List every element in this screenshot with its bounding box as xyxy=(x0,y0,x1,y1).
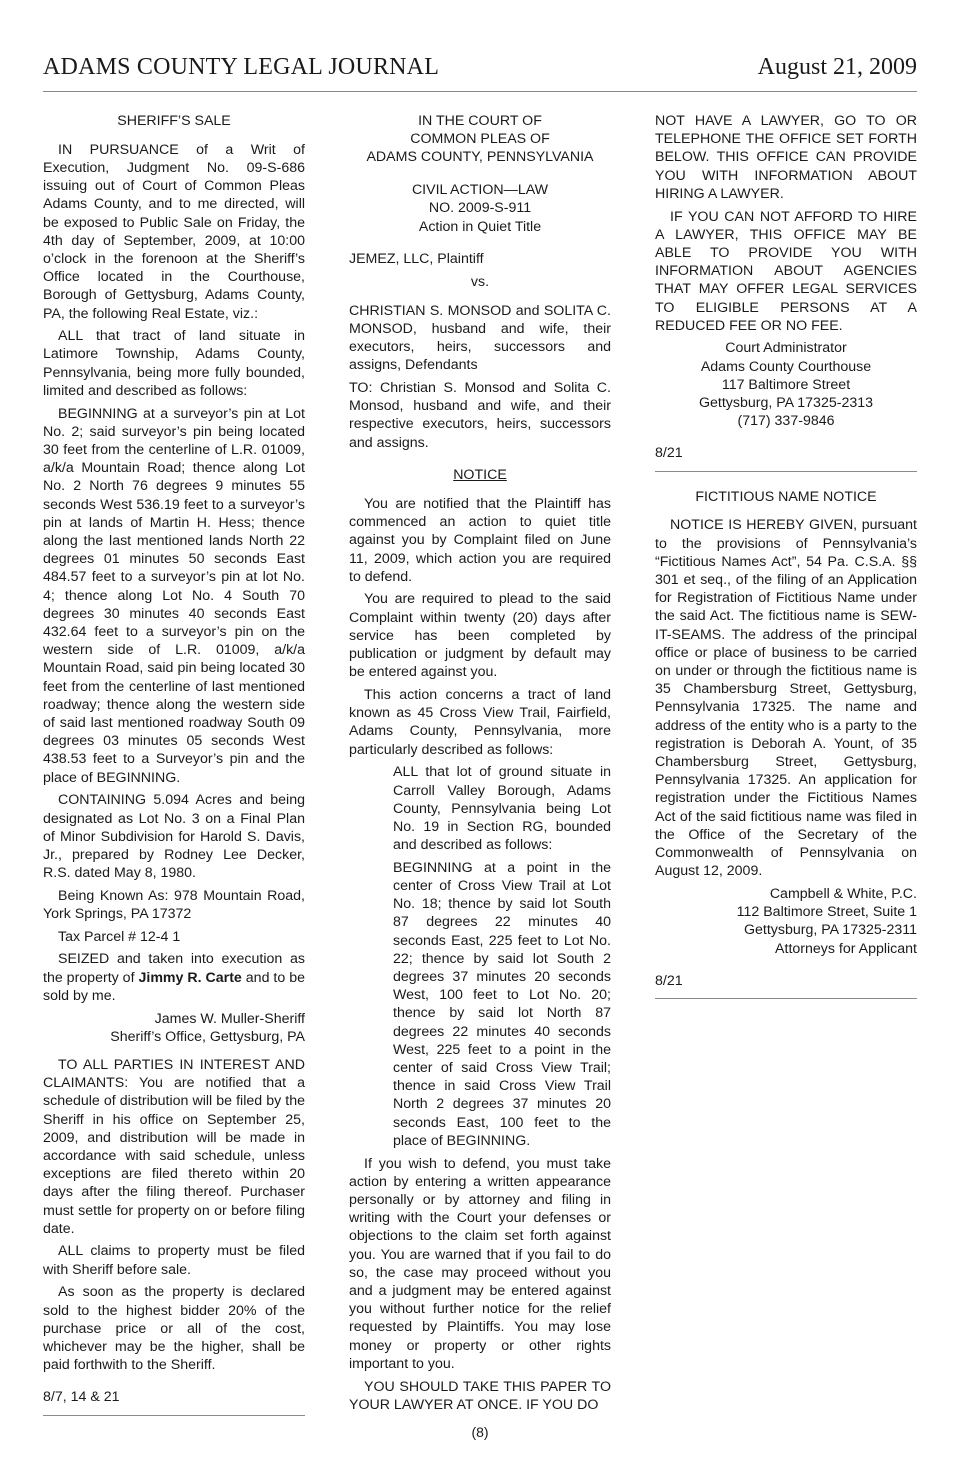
address-line: Gettysburg, PA 17325-2313 xyxy=(698,395,874,412)
sheriff-signature: James W. Muller-Sheriff xyxy=(154,1010,305,1027)
firm-line: Gettysburg, PA 17325-2311 xyxy=(744,922,917,939)
journal-title: ADAMS COUNTY LEGAL JOURNAL xyxy=(43,54,440,80)
phone-number: (717) 337-9846 xyxy=(737,413,835,430)
paragraph: ALL that tract of land situate in Latimore Township, Adams County, Pennsylvania, being more fully bounded, limited and described as follows: xyxy=(43,328,305,399)
column-court-notice xyxy=(349,112,611,1418)
column-sheriffs-sale xyxy=(43,112,305,1432)
defendant-name: Jimmy R. Carte xyxy=(138,969,242,986)
court-caption-line: COMMON PLEAS OF xyxy=(410,131,550,148)
section-divider xyxy=(655,998,917,999)
seizure-text: SEIZED and taken into execution as the property of xyxy=(43,951,305,986)
defendants: CHRISTIAN S. MONSOD and SOLITA C. MONSOD, husband and wife, their executors, heirs, successors and assigns, Defendants xyxy=(349,302,611,374)
paragraph: TO ALL PARTIES IN INTEREST AND CLAIMANTS: You are notified that a schedule of distribution will be filed by the Sheriff in his office on September 25, 2009, and distribution will be made in accordance with said schedule, unless exceptions are filed thereto within 20 days after the filing thereof. Purchaser must settle for property on or before filing date. xyxy=(43,1056,305,1237)
action-type: Action in Quiet Title xyxy=(418,218,542,235)
paragraph: If you wish to defend, you must take action by entering a written appearance personally or by attorney and filing in writing with the Court your defenses or objections to the claim set forth against you. You are warned that if you fail to do so, the case may proceed without you and a judgment may be entered against you without further notice for the relief requested by Plaintiffs. You may lose money or property or other rights important to you. xyxy=(349,1155,611,1372)
firm-line: 112 Baltimore Street, Suite 1 xyxy=(736,904,917,921)
plaintiff: JEMEZ, LLC, Plaintiff xyxy=(349,251,484,268)
paragraph: You are required to plead to the said Complaint within twenty (20) days after service has been completed by publication or judgment by default may be entered against you. xyxy=(349,591,611,681)
publication-date: 8/21 xyxy=(655,972,683,989)
sheriffs-sale-title: SHERIFF’S SALE xyxy=(117,113,231,129)
fictitious-name-title: FICTITIOUS NAME NOTICE xyxy=(695,488,877,505)
sheriff-office: Sheriff’s Office, Gettysburg, PA xyxy=(110,1028,305,1045)
paragraph: CONTAINING 5.094 Acres and being designated as Lot No. 3 on a Final Plan of Minor Subdivision for Harold S. Davis, Jr., prepared by Rodney Lee Decker, R.S. dated May 8, 1980. xyxy=(43,792,305,882)
issue-date: August 21, 2009 xyxy=(757,54,917,80)
paragraph: IN PURSUANCE of a Writ of Execution, Judgment No. 09-S-686 issuing out of Court of Common Pleas Adams County, and to me directed, will be exposed to Public Sale on Friday, the 4th day of September, 2009, at 10:00 o’clock in the forenoon at the Sheriff’s Office located in the Courthouse, Borough of Gettysburg, Adams County, PA, the following Real Estate, viz.: xyxy=(43,141,305,322)
section-divider xyxy=(655,471,917,472)
versus: vs. xyxy=(470,273,490,290)
case-number: NO. 2009-S-911 xyxy=(428,200,532,217)
paragraph xyxy=(43,950,305,1005)
address-line: 117 Baltimore Street xyxy=(721,376,851,393)
paragraph: This action concerns a tract of land known as 45 Cross View Trail, Fairfield, Adams County, Pennsylvania, more particularly described as follows: xyxy=(349,686,611,758)
paragraph: Being Known As: 978 Mountain Road, York Springs, PA 17372 xyxy=(43,887,305,923)
paragraph: ALL claims to property must be filed with Sheriff before sale. xyxy=(43,1243,305,1278)
property-boundaries: BEGINNING at a point in the center of Cross View Trail at Lot No. 18; thence by said lot South 87 degrees 22 minutes 40 seconds East, 225 feet to Lot No. 22; thence by said lot South 2 degrees 37 minutes 20 seconds West, 100 feet to Lot No. 20; thence by said lot North 87 degrees 22 minutes 40 seconds West, 225 feet to a point in the center of said Cross View Trail; thence in said Cross View Trail North 2 degrees 37 minutes 20 seconds East, 100 feet to the place of BEGINNING. xyxy=(393,859,611,1149)
column-continued xyxy=(655,112,917,1015)
seizure-text-end: and to be sold by me. xyxy=(43,969,305,1004)
paragraph: IF YOU CAN NOT AFFORD TO HIRE A LAWYER, THIS OFFICE MAY BE ABLE TO PROVIDE YOU WITH INFORMATION ABOUT AGENCIES THAT MAY OFFER LEGAL SERVICES TO ELIGIBLE PERSONS AT A REDUCED FEE OR NO FEE. xyxy=(655,208,917,334)
firm-line: Campbell & White, P.C. xyxy=(769,885,917,902)
page-header xyxy=(43,50,917,90)
publication-dates: 8/7, 14 & 21 xyxy=(43,1389,120,1406)
addressees: TO: Christian S. Monsod and Solita C. Monsod, husband and wife, and their respective executors, heirs, successors and assigns. xyxy=(349,379,611,451)
paragraph: You are notified that the Plaintiff has commenced an action to quiet title against you by Complaint filed on June 11, 2009, which action you are required to defend. xyxy=(349,495,611,585)
header-rule xyxy=(43,91,917,92)
section-divider xyxy=(43,1415,305,1416)
paragraph: YOU SHOULD TAKE THIS PAPER TO YOUR LAWYER AT ONCE. IF YOU DO xyxy=(349,1378,611,1413)
address-line: Court Administrator xyxy=(725,340,847,357)
paragraph: As soon as the property is declared sold to the highest bidder 20% of the purchase price or all of the cost, whichever may be the higher, shall be paid forthwith to the Sheriff. xyxy=(43,1284,305,1374)
court-caption-line: ADAMS COUNTY, PENNSYLVANIA xyxy=(366,149,594,166)
paragraph: Tax Parcel # 12-4 1 xyxy=(58,928,181,945)
civil-action-label: CIVIL ACTION—LAW xyxy=(411,182,549,199)
paragraph: NOT HAVE A LAWYER, GO TO OR TELEPHONE THE OFFICE SET FORTH BELOW. THIS OFFICE CAN PROVIDE YOU WITH INFORMATION ABOUT HIRING A LAWYER. xyxy=(655,113,917,202)
address-line: Adams County Courthouse xyxy=(700,358,872,375)
paragraph: NOTICE IS HEREBY GIVEN, pursuant to the provisions of Pennsylvania’s “Fictitious Names Act”, 54 Pa. C.S.A. §§ 301 et seq., of the filing of an Application for Registration of Fictitious Name under the said Act. The fictitious name is SEW-IT-SEAMS. The address of the principal office or place of business to be carried on under or through the fictitious name is 35 Chambersburg Street, Gettysburg, Pennsylvania 17325. The name and address of the entity who is a party to the registration is Deborah A. Yount, of 35 Chambersburg Street, Gettysburg, Pennsylvania 17325. An application for registration under the Fictitious Names Act of the said fictitious name was filed in the Office of the Secretary of the Commonwealth of Pennsylvania on August 12, 2009. xyxy=(655,517,917,880)
court-caption-line: IN THE COURT OF xyxy=(418,113,542,129)
property-description: ALL that lot of ground situate in Carroll Valley Borough, Adams County, Pennsylvania being Lot No. 19 in Section RG, bounded and described as follows: xyxy=(393,764,611,854)
notice-heading: NOTICE xyxy=(453,467,507,484)
publication-date: 8/21 xyxy=(655,445,683,462)
paragraph: BEGINNING at a surveyor’s pin at Lot No. 2; said surveyor’s pin being located 30 feet from the centerline of L.R. 01009, a/k/a Mountain Road; thence along Lot No. 2 North 76 degrees 9 minutes 55 seconds West 536.19 feet to a surveyor’s pin at lands of Martin H. Hess; thence along the last mentioned lands North 22 degrees 01 minutes 50 seconds East 484.57 feet to a surveyor’s pin at lot No. 4; thence along Lot No. 4 South 70 degrees 30 minutes 40 seconds East 432.64 feet to a surveyor’s pin on the western side of L.R. 01009, a/k/a Mountain Road, said pin being located 30 feet from the centerline of last mentioned roadway; thence along the western side of said last mentioned roadway South 09 degrees 03 minutes 05 seconds West 438.53 feet to a Surveyor’s pin and the place of BEGINNING. xyxy=(43,405,305,786)
firm-line: Attorneys for Applicant xyxy=(775,940,917,957)
page-number: (8) xyxy=(471,1424,489,1440)
